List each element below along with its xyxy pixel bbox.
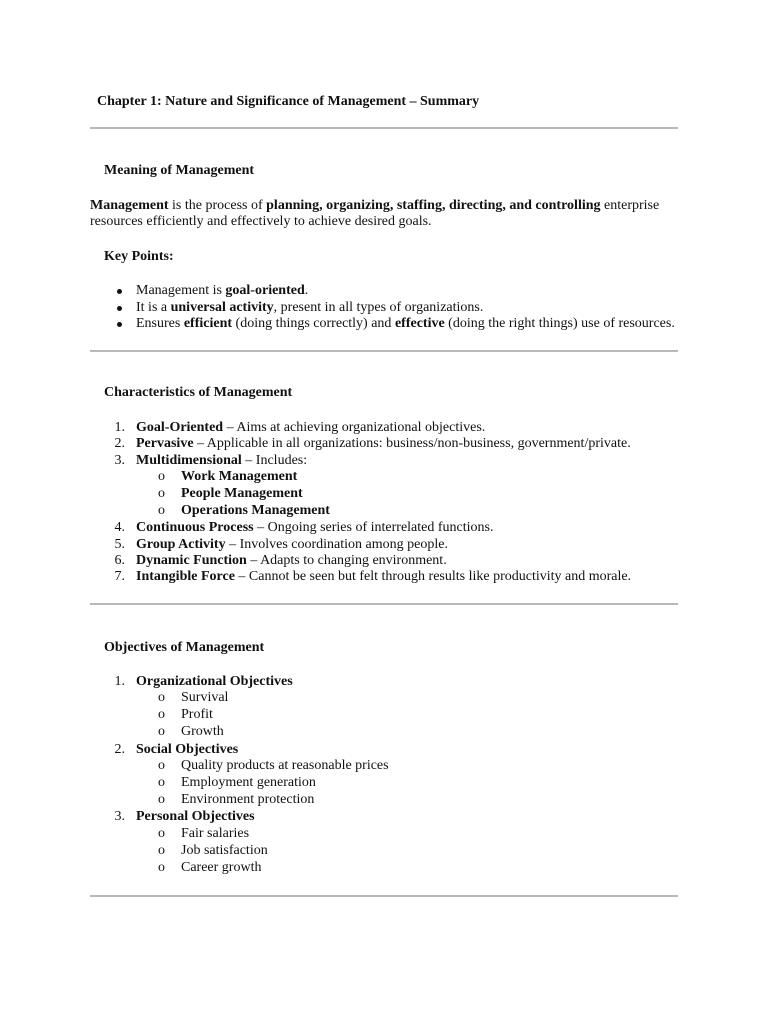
bullet-icon	[117, 322, 122, 327]
sub-list-item: Employment generation	[181, 775, 316, 790]
definition-functions: planning, organizing, staffing, directing, and controlling	[266, 198, 601, 213]
list-number: 4.	[114, 520, 125, 535]
list-number: 3.	[114, 809, 125, 824]
bullet-item: It is a universal activity, present in all types of organizations.	[136, 300, 484, 315]
bullet-icon	[117, 306, 122, 311]
page-title: Chapter 1: Nature and Significance of Management – Summary	[97, 94, 480, 109]
bullet-item: Ensures efficient (doing things correctly) and effective (doing the right things) use of resources.	[136, 316, 675, 331]
sub-bullet-icon: o	[158, 503, 165, 518]
definition-text: is the process of	[168, 198, 267, 213]
objective-group-title: Organizational Objectives	[136, 674, 293, 689]
list-item: Pervasive – Applicable in all organizations: business/non-business, government/private.	[136, 436, 631, 451]
section-heading-objectives: Objectives of Management	[104, 640, 265, 655]
sub-list-item: Quality products at reasonable prices	[181, 758, 389, 773]
list-number: 1.	[114, 674, 125, 689]
list-number: 5.	[114, 537, 125, 552]
sub-list-item: People Management	[181, 486, 303, 501]
sub-bullet-icon: o	[158, 486, 165, 501]
divider	[90, 895, 678, 897]
list-number: 3.	[114, 453, 125, 468]
list-item: Intangible Force – Cannot be seen but felt through results like productivity and morale.	[136, 569, 632, 584]
definition-paragraph-line2: resources efficiently and effectively to achieve desired goals.	[90, 214, 432, 229]
bullet-icon	[117, 289, 122, 294]
sub-bullet-icon: o	[158, 860, 165, 875]
sub-list-item: Career growth	[181, 860, 262, 875]
definition-term: Management	[90, 198, 169, 213]
definition-paragraph	[90, 198, 678, 214]
divider	[90, 603, 678, 605]
sub-bullet-icon: o	[158, 775, 165, 790]
objective-group-title: Personal Objectives	[136, 809, 255, 824]
section-heading-key-points: Key Points:	[104, 249, 174, 264]
divider	[90, 127, 678, 129]
sub-bullet-icon: o	[158, 758, 165, 773]
list-number: 2.	[114, 742, 125, 757]
sub-bullet-icon: o	[158, 724, 165, 739]
definition-text-end: enterprise	[600, 198, 660, 213]
sub-bullet-icon: o	[158, 707, 165, 722]
sub-list-item: Profit	[181, 707, 213, 722]
sub-bullet-icon: o	[158, 843, 165, 858]
list-number: 7.	[114, 569, 125, 584]
sub-bullet-icon: o	[158, 792, 165, 807]
sub-list-item: Survival	[181, 690, 229, 705]
list-item: Group Activity – Involves coordination among people.	[136, 537, 448, 552]
bullet-item: Management is goal-oriented.	[136, 283, 309, 298]
sub-list-item: Growth	[181, 724, 224, 739]
list-item: Multidimensional – Includes:	[136, 453, 308, 468]
sub-list-item: Job satisfaction	[181, 843, 268, 858]
sub-bullet-icon: o	[158, 826, 165, 841]
list-number: 1.	[114, 420, 125, 435]
objective-group-title: Social Objectives	[136, 742, 239, 757]
sub-list-item: Fair salaries	[181, 826, 250, 841]
list-number: 6.	[114, 553, 125, 568]
sub-bullet-icon: o	[158, 690, 165, 705]
sub-list-item: Work Management	[181, 469, 298, 484]
sub-list-item: Operations Management	[181, 503, 330, 518]
sub-list-item: Environment protection	[181, 792, 315, 807]
list-item: Continuous Process – Ongoing series of interrelated functions.	[136, 520, 494, 535]
section-heading-characteristics: Characteristics of Management	[104, 385, 293, 400]
list-item: Goal-Oriented – Aims at achieving organizational objectives.	[136, 420, 486, 435]
divider	[90, 350, 678, 352]
list-item: Dynamic Function – Adapts to changing environment.	[136, 553, 447, 568]
section-heading-meaning: Meaning of Management	[104, 163, 255, 178]
list-number: 2.	[114, 436, 125, 451]
sub-bullet-icon: o	[158, 469, 165, 484]
